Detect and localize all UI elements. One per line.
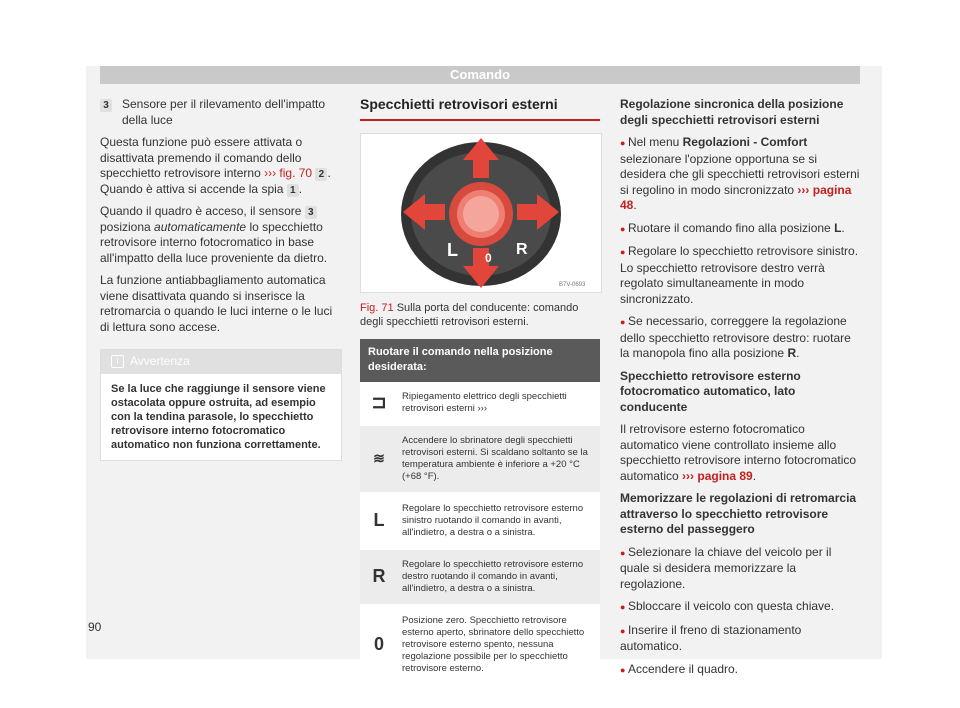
table-row xyxy=(360,382,600,426)
figure-71 xyxy=(360,133,602,293)
figure-caption: Fig. 71 Sulla porta del conducente: comando degli specchietti retrovisori esterni. xyxy=(360,301,579,328)
item-text: Sensore per il rilevamento dell'impatto della luce xyxy=(122,97,326,127)
column-middle xyxy=(360,97,600,686)
paragraph-2: Quando il quadro è acceso, il sensore 3 posiziona automaticamente lo specchietto retrovisore interno fotocromatico in base all'impatto della luce proveniente da dietro. xyxy=(100,204,328,265)
position-0: 0 xyxy=(373,633,384,654)
bullet-item: ● Nel menu Regolazioni - Comfort selezionare l'opzione opportuna se si desidera che gli specchietti retrovisori esterni si regolino in modo sincronizzato ››› pagina 48. xyxy=(620,135,860,214)
row-text: Ripiegamento elettrico degli specchietti retrovisori esterni ››› xyxy=(402,390,567,414)
table-row xyxy=(360,494,600,550)
warning-box xyxy=(100,349,342,461)
bullet-item: ● Accendere il quadro. xyxy=(620,662,860,679)
position-L: L xyxy=(373,509,385,530)
bullet-item: ● Inserire il freno di stazionamento automatico. xyxy=(620,623,860,655)
page-number: 90 xyxy=(88,620,102,634)
badge-2: 2 xyxy=(315,168,327,181)
mirror-fold-icon: ⊐ xyxy=(371,391,387,412)
bullet-item: ● Se necessario, correggere la regolazione dello specchietto retrovisore destro: ruotare la manopola fino alla posizione R. xyxy=(620,314,860,362)
table-header: Ruotare il comando nella posizione desiderata: xyxy=(360,339,600,382)
info-icon: i xyxy=(111,355,124,368)
column-right xyxy=(620,97,860,685)
table-row xyxy=(360,426,600,494)
bullet-item: ● Ruotare il comando fino alla posizione L. xyxy=(620,221,860,238)
mirror-control-illustration xyxy=(361,134,601,292)
section-header: Comando xyxy=(100,66,860,84)
numbered-item-3 xyxy=(100,97,342,128)
subheading-2: Specchietto retrovisore esterno fotocromatico automatico, lato conducente xyxy=(620,368,801,414)
bullet-item: ● Selezionare la chiave del veicolo per il quale si desidera memorizzare la regolazione. xyxy=(620,545,860,593)
warning-header: i Avvertenza xyxy=(101,350,341,374)
page-link[interactable]: ››› pagina 89 xyxy=(682,468,753,483)
paragraph: Il retrovisore esterno fotocromatico automatico viene controllato insieme allo specchietto retrovisore interno fotocromatico automatico ››› pagina 89. xyxy=(620,422,857,483)
paragraph-1: Questa funzione può essere attivata o disattivata premendo il comando dello specchietto retrovisore interno ››› fig. 70 2 . Quando è attiva si accende la spia 1 . xyxy=(100,135,331,196)
position-0-label: 0 xyxy=(485,250,492,265)
position-R-label: R xyxy=(516,240,528,258)
bullet-item: ● Regolare lo specchietto retrovisore sinistro. Lo specchietto retrovisore destro verrà regolato simultaneamente in modo sincronizzato. xyxy=(620,244,860,307)
title-rule xyxy=(360,119,600,121)
row-text: Regolare lo specchietto retrovisore esterno sinistro ruotando il comando in avanti, all'indietro, a destra o a sinistra. xyxy=(402,502,584,538)
warning-text: Se la luce che raggiunge il sensore viene ostacolata oppure ostruita, ad esempio con la tendina parasole, lo specchietto retrovisore interno fotocromatico automatico non funziona correttamente. xyxy=(111,382,326,451)
table-row xyxy=(360,550,600,606)
row-text: Posizione zero. Specchietto retrovisore esterno aperto, sbrinatore dello specchietto retrovisore esterno spento, nessuna regolazione possibile per lo specchietto retrovisore esterno. xyxy=(402,614,585,674)
paragraph-3: La funzione antiabbagliamento automatica viene disattivata quando si inserisce la retromarcia o quando le luci interne o le luci di lettura sono accese. xyxy=(100,273,333,334)
page-link[interactable]: ››› pagina 48 xyxy=(620,182,852,212)
position-L-label: L xyxy=(447,239,458,260)
subheading-3: Memorizzare le regolazioni di retromarcia attraverso lo specchietto retrovisore esterno del passeggero xyxy=(620,491,857,536)
table-row xyxy=(360,606,600,686)
mirror-heat-icon: ≋ xyxy=(373,449,385,466)
figure-code: B7V-0693 xyxy=(559,281,586,288)
badge-3: 3 xyxy=(100,99,112,112)
badge-3b: 3 xyxy=(305,206,317,219)
subheading-1: Regolazione sincronica della posizione degli specchietti retrovisori esterni xyxy=(620,97,844,127)
row-text: Regolare lo specchietto retrovisore esterno destro ruotando il comando in avanti, all'indietro, a destra o a sinistra. xyxy=(402,558,584,594)
section-title: Specchietti retrovisori esterni xyxy=(360,96,558,112)
position-R: R xyxy=(372,565,386,586)
fig-link[interactable]: ››› fig. 70 xyxy=(264,166,313,180)
row-text: Accendere lo sbrinatore degli specchietti retrovisori esterni. Si scaldano soltanto se la temperatura ambiente è inferiore a +20 °C (+68 °F). xyxy=(402,434,588,482)
bullet-item: ● Sbloccare il veicolo con questa chiave. xyxy=(620,599,860,616)
badge-1: 1 xyxy=(287,184,299,197)
column-left xyxy=(100,97,342,461)
